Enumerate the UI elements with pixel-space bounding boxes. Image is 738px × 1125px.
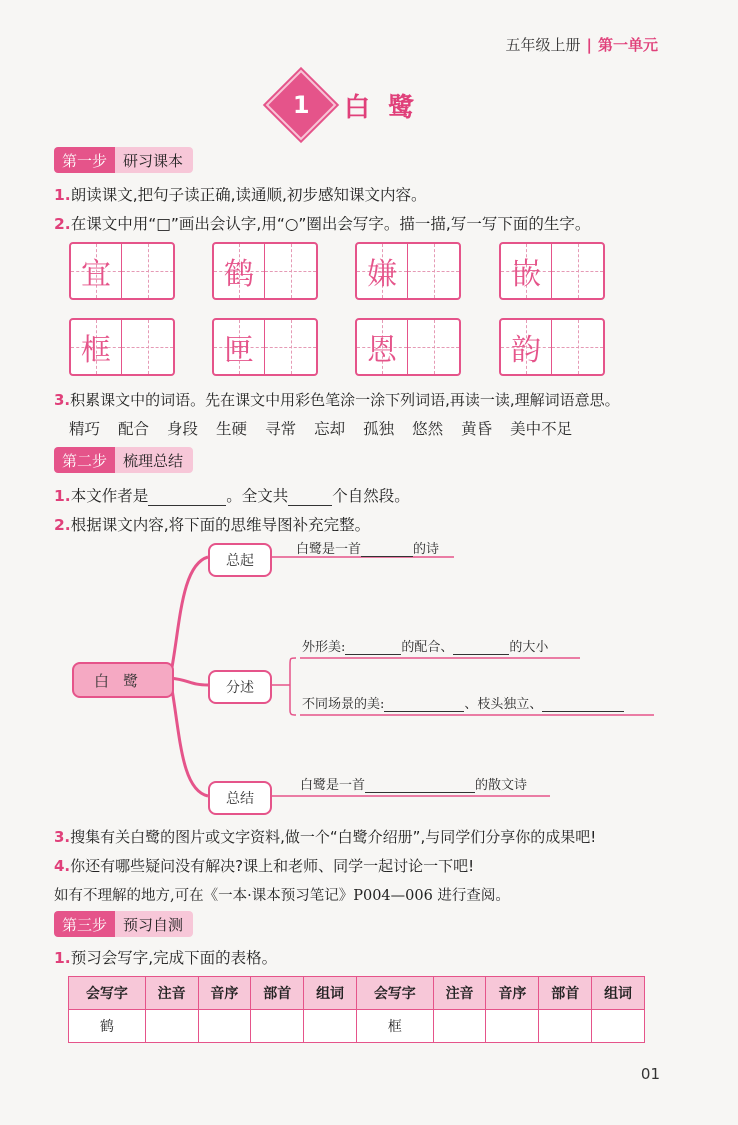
char-square-filled (357, 320, 408, 374)
step3-q1 (54, 946, 277, 968)
table-cell-blank[interactable] (486, 1010, 539, 1043)
character-grid (69, 242, 621, 382)
char-square-filled (501, 244, 552, 298)
char-box[interactable] (499, 242, 605, 300)
table-header: 组词 (304, 977, 357, 1010)
step3-banner (54, 911, 193, 937)
step3-title: 预习自测 (115, 911, 193, 937)
item-number: 2. (54, 215, 71, 233)
table-header: 部首 (251, 977, 304, 1010)
step1-item-2 (54, 212, 590, 234)
item-number: 3. (54, 828, 71, 846)
body1-blank-b[interactable] (453, 639, 509, 655)
outro-pre: 白鹭是一首 (300, 778, 366, 793)
outro-blank[interactable] (365, 777, 475, 793)
step2-q3 (54, 826, 596, 847)
char-box[interactable] (212, 242, 318, 300)
table-header: 会写字 (356, 977, 433, 1010)
step1-item-1 (54, 183, 426, 205)
word: 悠然 (412, 420, 444, 438)
table-cell-blank[interactable] (198, 1010, 251, 1043)
body-line-1 (302, 636, 548, 655)
intro-pre: 白鹭是一首 (296, 542, 362, 557)
intro-blank[interactable] (361, 541, 413, 557)
node-label: 总起 (226, 553, 254, 569)
node-label: 分述 (226, 680, 254, 696)
char-square-empty[interactable] (265, 244, 316, 298)
table-header-row (69, 977, 645, 1010)
char-square-filled (214, 320, 265, 374)
node-label: 总结 (226, 791, 254, 807)
char-square-empty[interactable] (265, 320, 316, 374)
table-cell-blank[interactable] (592, 1010, 645, 1043)
header-separator: | (586, 35, 592, 54)
item-text: 根据课文内容,将下面的思维导图补充完整。 (70, 516, 371, 534)
char: 恩 (367, 333, 398, 368)
item-text: 在课文中用“□”画出会认字,用“○”圈出会写字。描一描,写一写下面的生字。 (70, 215, 591, 233)
step1-banner (54, 147, 193, 173)
step2-badge: 第二步 (54, 447, 115, 473)
body1-pre: 外形美: (302, 640, 346, 655)
char: 嫌 (367, 257, 398, 292)
body2-blank-a[interactable] (384, 696, 464, 712)
char-square-filled (71, 320, 122, 374)
word: 忘却 (314, 420, 346, 438)
word: 黄昏 (461, 420, 493, 438)
char-box[interactable] (212, 318, 318, 376)
intro-text (296, 538, 439, 557)
table-row (69, 1010, 645, 1043)
step2-banner (54, 447, 193, 473)
table-cell-blank[interactable] (251, 1010, 304, 1043)
table-cell-blank[interactable] (539, 1010, 592, 1043)
char: 韵 (511, 333, 542, 368)
step1-title: 研习课本 (115, 147, 193, 173)
item-number: 4. (54, 857, 71, 875)
lesson-number-badge (266, 70, 337, 141)
step2-q4 (54, 855, 474, 876)
item-number: 2. (54, 516, 71, 534)
table-header: 注音 (145, 977, 198, 1010)
word: 美中不足 (510, 420, 573, 438)
author-blank[interactable] (148, 487, 226, 506)
root-label: 白鹭 (93, 671, 152, 690)
char-square-filled (357, 244, 408, 298)
table-header: 会写字 (69, 977, 146, 1010)
char-box[interactable] (499, 318, 605, 376)
outro-text (300, 774, 527, 793)
mindmap-node-intro (208, 543, 272, 577)
word: 身段 (167, 420, 199, 438)
word: 精巧 (69, 420, 101, 438)
unit-label: 第一单元 (597, 36, 658, 54)
intro-post: 的诗 (413, 542, 440, 557)
item-text: 搜集有关白鹭的图片或文字资料,做一个“白鹭介绍册”,与同学们分享你的成果吧! (70, 828, 597, 846)
char-box[interactable] (355, 242, 461, 300)
body1-post: 的大小 (509, 640, 549, 655)
char: 框 (81, 333, 112, 368)
body1-blank-a[interactable] (345, 639, 401, 655)
item-number: 1. (54, 186, 71, 204)
char-square-empty[interactable] (122, 320, 173, 374)
word: 孤独 (363, 420, 395, 438)
mindmap-node-body (208, 670, 272, 704)
q1-mid: 。全文共 (226, 487, 289, 505)
table-header: 部首 (539, 977, 592, 1010)
q1-post: 个自然段。 (332, 487, 410, 505)
char-square-empty[interactable] (122, 244, 173, 298)
lesson-title-text: 白鹭 (344, 92, 433, 123)
item-text: 预习会写字,完成下面的表格。 (70, 949, 278, 967)
paragraph-count-blank[interactable] (288, 487, 332, 506)
step1-badge: 第一步 (54, 147, 115, 173)
step2-q1 (54, 484, 410, 506)
char-square-filled (214, 244, 265, 298)
char-square-empty[interactable] (408, 244, 459, 298)
table-header: 组词 (592, 977, 645, 1010)
char: 宜 (81, 257, 112, 292)
char: 匣 (224, 333, 255, 368)
char-square-filled (501, 320, 552, 374)
reference-note: 如有不理解的地方,可在《一本·课本预习笔记》P004—006 进行查阅。 (54, 888, 510, 904)
item-text: 积累课文中的词语。先在课文中用彩色笔涂一涂下列词语,再读一读,理解词语意思。 (70, 391, 620, 409)
table-cell-blank[interactable] (304, 1010, 357, 1043)
q1-pre: 本文作者是 (70, 487, 149, 505)
item-text: 你还有哪些疑问没有解决?课上和老师、同学一起讨论一下吧! (70, 857, 475, 875)
table-cell: 鹤 (69, 1010, 146, 1043)
mindmap-root (72, 662, 174, 698)
body1-mid: 的配合、 (401, 640, 454, 655)
table-header: 音序 (198, 977, 251, 1010)
char-box[interactable] (355, 318, 461, 376)
body2-pre: 不同场景的美: (302, 697, 385, 712)
body2-mid: 、枝头独立、 (464, 697, 543, 712)
char-square-empty[interactable] (552, 244, 603, 298)
table-header: 音序 (486, 977, 539, 1010)
table-header: 注音 (433, 977, 486, 1010)
outro-post: 的散文诗 (475, 778, 528, 793)
char-square-empty[interactable] (552, 320, 603, 374)
word-list (69, 417, 572, 439)
character-table (68, 976, 645, 1043)
grade-label: 五年级上册 (505, 36, 581, 54)
lesson-title (276, 80, 432, 130)
char-square-empty[interactable] (408, 320, 459, 374)
char-box[interactable] (69, 242, 175, 300)
item-number: 1. (54, 487, 71, 505)
step1-item-3 (54, 389, 620, 410)
table-cell: 框 (356, 1010, 433, 1043)
step3-badge: 第三步 (54, 911, 115, 937)
mindmap-node-outro (208, 781, 272, 815)
word: 生硬 (216, 420, 248, 438)
page-number: 01 (640, 1065, 660, 1083)
body-line-2 (302, 693, 624, 712)
char: 嵌 (511, 257, 542, 292)
char-box[interactable] (69, 318, 175, 376)
char-square-filled (71, 244, 122, 298)
item-text: 朗读课文,把句子读正确,读通顺,初步感知课文内容。 (70, 186, 427, 204)
body2-blank-b[interactable] (542, 696, 624, 712)
table-cell-blank[interactable] (145, 1010, 198, 1043)
table-cell-blank[interactable] (433, 1010, 486, 1043)
page-header (505, 34, 658, 55)
item-number: 3. (54, 391, 71, 409)
step2-title: 梳理总结 (115, 447, 193, 473)
word: 配合 (118, 420, 150, 438)
word: 寻常 (265, 420, 297, 438)
char: 鹤 (224, 257, 255, 292)
lesson-number: 1 (292, 90, 310, 119)
item-number: 1. (54, 949, 71, 967)
